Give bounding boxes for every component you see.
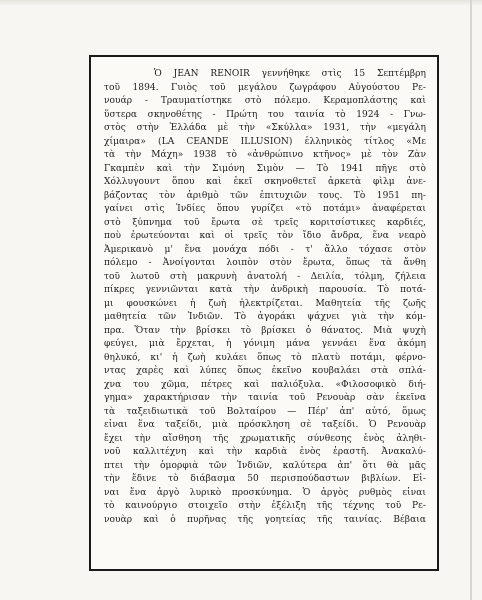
paragraph-line: στὸς στὴν Ἑλλάδα μὲ τὴν «Σκύλλα» 1931, τὴν «μεγάλη <box>104 123 426 133</box>
paragraph-line: Ἀμερικανὸ μ' ἕνα μονάχα πόδι - τ' ἄλλο τόχασε στὸν <box>104 244 426 255</box>
paragraph-line: Ὁ JEAN RENOIR γεννήθηκε στὶς 15 Σεπτέμβρη <box>154 69 426 79</box>
paragraph-line: πρα. Ὅταν τὴν βρίσκει τὸ βρίσκει ὁ θάνατος. Μιὰ ψυχὴ <box>104 325 426 336</box>
paragraph-line: χνα του χῶμα, πέτρες καὶ παλιόξυλα. «Φιλοσοφικὸ διή- <box>104 379 426 390</box>
paragraph-line: χίμαιρα» (LA CEANDE ILLUSION) ἑλληνικὸς τίτλος «Με <box>104 136 426 147</box>
paragraph-line: μι φουσκώνει ἡ ζωὴ ἡλεκτρίζεται. Μαθητεία τῆς ζωῆς <box>104 298 426 309</box>
paragraph-line: ὕστερα σκηνοθέτης - Πρώτη του ταινία τὸ 1924 - Γνω- <box>104 109 426 120</box>
paragraph-line: τοῦ λωτοῦ στὴ μακρυνὴ ἀνατολή - Δειλία, τόλμη, ζήλεια <box>104 271 426 282</box>
paragraph-line: θηλυκό, κι' ἡ ζωὴ κυλάει ὅπως τὸ πλατὺ ποτάμι, φέρνο- <box>104 352 426 363</box>
paragraph-line: νοῦ καλλιτέχνη καὶ τὴν καρδιὰ ἑνὸς ἐραστῆ. Ἀνακαλύ- <box>104 447 426 457</box>
paragraph-line: τὴν ἔδινε τὸ διάβασμα 50 περισπούδαστων βιβλίων. Εἰ- <box>104 474 426 484</box>
paragraph-line: τὸ καινούργιο στοιχεῖο στὴν ἐξέλιξη τῆς τέχνης τοῦ Ρε- <box>104 501 426 511</box>
paragraph-line: πτει τὴν ὁμορφιὰ τῶν Ἰνδιῶν, καλύτερα ἀπ' ὅτι θὰ μᾶς <box>104 460 426 471</box>
paragraph-line: νουάρ - Τραυματίστηκε στὸ πόλεμο. Κεραμοπλάστης καὶ <box>104 96 426 106</box>
paragraph-line: νουὰρ καὶ ὁ πυρῆνας τῆς γοητείας τῆς ταινίας. Βέβαια <box>104 514 426 525</box>
paragraph-line: φεύγει, μιὰ ἔρχεται, ἡ γόνιμη μάνα γεννάει ἕνα ἀκόμη <box>104 339 426 349</box>
paragraph-line: τοῦ 1894. Γυιὸς τοῦ μεγάλου ζωγράφου Αὐγούστου Ρε- <box>104 82 426 93</box>
paragraph-line: βάζοντας τὸν ἀριθμὸ τῶν ἐπιτυχιῶν τους. Τὸ 1951 πη- <box>104 190 426 201</box>
paragraph-line: ποὺ ἐρωτεύονται καὶ οἱ τρεῖς τὸν ἴδιο ἄνδρα, ἕνα νεαρὸ <box>104 231 426 241</box>
page-fold-shadow <box>470 0 472 600</box>
paragraph-line: στὸ ξύπνημα τοῦ ἔρωτα σὲ τρεῖς κοριτσίστικες καρδιές, <box>104 217 426 228</box>
paragraph-line: τὰ τὴν Μάχη» 1938 τὸ «ἀνθρώπινο κτῆνος» μὲ τὸν Ζὰν <box>104 150 426 160</box>
paragraph-line: τὰ ταξειδιωτικὰ τοῦ Βολταίρου — Πέρ' ἀπ' αὐτό, ὅμως <box>104 406 426 417</box>
paragraph-line: γημα» χαρακτήρισαν τὴν ταινία τοῦ Ρενουὰρ σὰν ἐκεῖνα <box>104 393 426 403</box>
paragraph-line: ναι ἕνα ἀργὸ λυρικὸ προσκύνημα. Ὁ ἀργὸς ρυθμὸς εἶναι <box>104 487 426 498</box>
paragraph-line: ἔχει τὴν αἴσθηση τῆς χρωματικῆς σύνθεσης ἑνὸς ἀληθι- <box>104 433 426 444</box>
paragraph-line: ντας χαρὲς καὶ λύπες ὅπως ἐκεῖνο κουβαλάει στὰ σπλά- <box>104 366 426 376</box>
paragraph-line: μαθητεία τῶν Ἰνδιῶν. Τὸ ἀγοράκι ψάχνει γιὰ τὴν κόμ- <box>104 312 426 322</box>
article-paragraph <box>104 68 426 527</box>
paragraph-line: Γκαμπὲν καὶ τὴν Σιμόνη Σιμὸν — Τὸ 1941 πῆγε στὸ <box>104 163 426 174</box>
page-top-edge <box>0 0 482 6</box>
paragraph-line: πίκρες γεννιῶνται κατὰ τὴν ἀνδρικὴ παρουσία. Τὸ ποτά- <box>104 285 426 295</box>
paragraph-line: Χόλλυγουντ ὅπου καὶ ἐκεῖ σκηνοθετεῖ ἀρκετὰ φὶλμ ἀνε- <box>104 177 426 187</box>
paragraph-line: πόλεμο - Ἀνοίγονται λοιπὸν στὸν ἔρωτα, ὅπως τὰ ἄνθη <box>104 258 426 268</box>
paragraph-line: εἶναι ἕνα ταξείδι, μιὰ πρόσκληση σὲ ταξείδι. Ὁ Ρενουὰρ <box>104 420 426 430</box>
paragraph-line: γαίνει στὶς Ἰνδίες ὅπου γυρίζει «τὸ ποτάμι» ἀναφέρεται <box>104 204 426 214</box>
